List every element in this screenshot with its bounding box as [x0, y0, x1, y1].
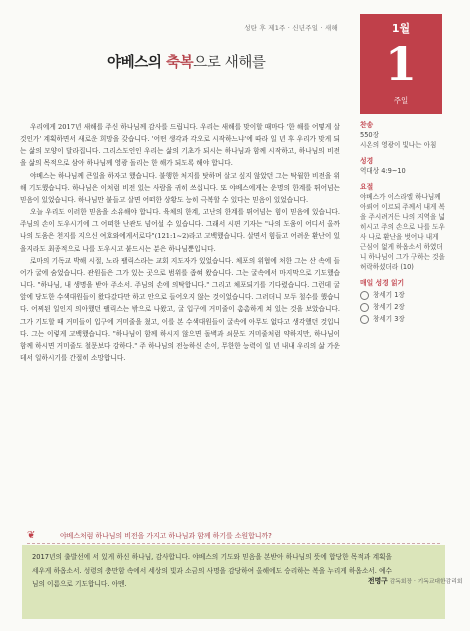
title-suffix: 으로 새해를 [193, 55, 266, 71]
checkbox-icon[interactable] [360, 303, 369, 312]
author-name: 전명구 [368, 577, 388, 585]
reading-item[interactable]: 창세기 1장 [360, 290, 446, 300]
title-accent: 축복 [166, 55, 194, 71]
checkbox-icon[interactable] [360, 315, 369, 324]
page-header: 성탄 후 제1주 · 신년주일 · 새해 [244, 24, 338, 32]
sermon-body [20, 121, 340, 364]
prayer-text: 2017년의 출발선에 서 있게 하신 하나님, 감사합니다. 야베스의 기도와 믿음을 본받아 하나님의 뜻에 합당한 목적과 계획을 세우게 하옵소서. 성령의 충만함 속에서 세상의 빛과 소금의 사명을 감당하여 올해에도 승리하는 복을 누리게 하옵소서. 예수님의 이름으로 기도합니다. 아멘. [32, 553, 392, 588]
body-paragraph: 로마의 기독교 박해 시절, 노라 팰릭스라는 교회 지도자가 있었습니다. 체포의 위협에 처한 그는 산 속에 들어가 굴에 숨었습니다. 관원들은 그가 있는 곳으로 범위를 좁혀 왔습니다. 그는 굴속에서 마지막으로 기도했습니다. "하나님, 내 생명을 받아 주소서. 주님의 손에 의탁합니다." 그리고 체포되기를 기다렸습니다. 그런데 굴 앞에 당도한 수색대원들이 왔다갔다만 하고 안으로 들어오지 않는 것이었습니다. 그러더니 모두 철수를 했습니다. 어찌된 일인지 의아했던 팰릭스는 밖으로 나왔고, 굴 입구에 거미줄이 촘촘하게 쳐 있는 것을 보았습니다. 그가 기도할 때 거미들이 입구에 거미줄을 쳤고, 이를 본 수색대원들이 굴속에 아무도 없다고 생각했던 것입니다. 그는 이렇게 고백했습니다. "하나님이 함께 하시지 않으면 돌벽과 쇠문도 거미줄처럼 약하지만, 하나님이 함께 하시면 거미줄도 철문보다 강하다." 주 하나님의 전능하신 손이, 무한한 능력이 일 년 내내 우리의 삶 가운데서 일하시기를 간절히 소망합니다. [20, 256, 340, 362]
month-label: 1월 [391, 22, 411, 35]
summary-verse: 야베스가 이스라엘 하나님께 아뢰어 이르되 주께서 내게 복을 주시려거든 나의 지역을 넓히시고 주의 손으로 나를 도우사 나로 환난을 벗어나 내게 근심이 없게 하옵소서 하였더니 하나님이 그가 구하는 것을 허락하셨더라 (10) [360, 193, 445, 271]
author-role: 감독회장 · 기독교대한감리회 [389, 579, 463, 585]
title-prefix: 야베스의 [107, 55, 167, 71]
week-number: 1 [384, 37, 417, 91]
page-title [107, 51, 266, 72]
week-label: 주일 [393, 96, 409, 105]
sidebar [360, 120, 446, 324]
body-paragraph: 우리에게 2017년 새해를 주신 하나님께 감사를 드립니다. 우리는 새해를 맞이할 때마다 '한 해를 어떻게 살 것인가' 계획하면서 새로운 희망을 갖습니다. '어떤 생각과 각오로 시작하느냐'에 따라 일 년 후 우리가 맞게 되는 삶의 모양이 달라집니다. 그리스도인인 우리는 삶의 기초가 되시는 하나님과 함께 시작하고, 하나님의 비전을 삶의 목적으로 삼아 하나님께 영광 돌리는 한 해가 되도록 해야 합니다. [20, 123, 340, 168]
reading-item[interactable]: 창세기 3장 [360, 314, 446, 324]
scripture-label: 성경 [360, 157, 374, 165]
hymn-label: 찬송 [360, 121, 374, 129]
leaf-icon: ❦ [27, 530, 36, 541]
reading-label: 매일 성경 읽기 [360, 279, 405, 287]
reading-item[interactable]: 창세기 2장 [360, 302, 446, 312]
question-text: 야베스처럼 하나님의 비전을 가지고 하나님과 함께 하기를 소원합니까? [60, 532, 272, 540]
hymn-number: 550장 [360, 131, 379, 139]
scripture-ref: 역대상 4:9~10 [360, 167, 406, 175]
body-paragraph: 야베스는 하나님께 큰일을 하자고 했습니다. 불행한 처지를 탓하며 살고 싶지 않았던 그는 탁월한 비전을 위해 기도했습니다. 하나님은 이처럼 비전 있는 사람을 귀히 쓰십니다. 또 야베스에게는 운명의 한계를 뛰어넘는 믿음이 있었습니다. 하나님만 붙들고 살면 어떠한 상황도 능히 극복할 수 있다는 믿음이 있었습니다. [20, 171, 340, 204]
summary-label: 요절 [360, 183, 374, 191]
month-tab [360, 14, 442, 114]
body-paragraph: 오늘 우리도 이러한 믿음을 소유해야 합니다. 육체의 한계, 고난의 한계를 뛰어넘는 힘이 믿음에 있습니다. 주님의 손이 도우시기에 그 어떠한 난관도 넘어설 수 있습니다. 그래서 시편 기자는 "나의 도움이 어디서 올까 나의 도움은 천지를 지으신 여호와에게서로다"(121:1~2)라고 고백했습니다. 살면서 힘들고 어려운 환난이 있을지라도 최종적으로 나를 도우시고 붙드시는 분은 하나님뿐입니다. [20, 208, 340, 253]
reflection-question [27, 528, 440, 544]
author [368, 575, 462, 585]
hymn-title: 시온의 영광이 빛나는 아침 [360, 141, 437, 149]
checkbox-icon[interactable] [360, 291, 369, 300]
